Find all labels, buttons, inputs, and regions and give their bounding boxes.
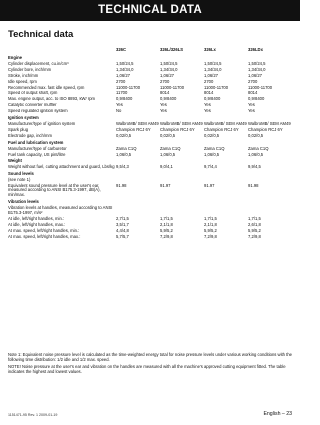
table-cell: 3,5/1,7 bbox=[116, 221, 129, 227]
table-cell: 0,02/0,5 bbox=[248, 133, 264, 138]
notes bbox=[8, 352, 292, 375]
table-cell: 1,50/24,5 bbox=[204, 60, 222, 66]
table-cell: Champion RCJ 6Y bbox=[116, 127, 151, 132]
table-header-row bbox=[8, 47, 292, 54]
table-cell: 1,34/34,0 bbox=[204, 66, 222, 72]
table-cell: 0,02/0,5 bbox=[116, 133, 132, 138]
table-cell: 1,7/1,5 bbox=[160, 215, 173, 221]
table-cell: Yes bbox=[160, 108, 167, 114]
row-label: Speed regulated ignition system bbox=[8, 108, 68, 114]
table-cell: 1,50/24,5 bbox=[248, 60, 266, 66]
row-label: Cylinder bore, inch/mm bbox=[8, 66, 52, 72]
row-label: Equivalent sound pressure level at the user's ear, measured according to ANSI B175.3-1997, dB(A), min/max. bbox=[8, 183, 101, 198]
row-label: Cylinder displacement, cu.in/cm³ bbox=[8, 60, 69, 66]
table-cell: 0,9/8400 bbox=[116, 96, 133, 102]
table-cell: 9,5/4,3 bbox=[116, 164, 129, 170]
table-cell: Yes bbox=[248, 108, 255, 114]
table-cell: 1,06/0,5 bbox=[204, 151, 220, 157]
table-cell: 8014 bbox=[204, 90, 214, 96]
table-header-cell bbox=[8, 47, 116, 54]
technical-data-table bbox=[8, 47, 292, 240]
table-cell: 1,06/27 bbox=[116, 72, 130, 78]
table-cell: No bbox=[116, 108, 122, 114]
table-cell: 0,02/0,5 bbox=[204, 133, 220, 138]
section-row bbox=[8, 54, 292, 61]
section-label: Engine bbox=[8, 54, 22, 60]
section-label: Weight bbox=[8, 158, 22, 164]
row-label: Catalytic converter muffler bbox=[8, 102, 57, 108]
table-cell: 1,06/27 bbox=[204, 72, 218, 78]
table-cell: 5,9/5,2 bbox=[160, 227, 173, 233]
table-cell: 9,7/4,4 bbox=[204, 164, 217, 170]
row-label: Manufacturer/type of ignition system bbox=[8, 121, 76, 126]
section-row bbox=[8, 170, 292, 177]
table-header-cell: 326Lx bbox=[204, 47, 216, 52]
table-cell: Yes bbox=[204, 108, 211, 114]
table-cell: 0,02/0,5 bbox=[160, 133, 176, 138]
table-cell bbox=[204, 205, 248, 216]
table-cell: 5,9/5,2 bbox=[248, 227, 261, 233]
table-cell: 2700 bbox=[160, 78, 170, 84]
table-cell: 1,06/27 bbox=[248, 72, 262, 78]
section-row bbox=[8, 139, 292, 146]
table-cell: 5,7/5,7 bbox=[116, 233, 129, 239]
table-cell: 91.98 bbox=[116, 183, 127, 188]
table-cell: 91.97 bbox=[160, 183, 171, 188]
table-cell bbox=[116, 205, 160, 216]
table-cell: 11000-11700 bbox=[116, 84, 141, 90]
row-label: At idle, left/right handles, max.: bbox=[8, 221, 66, 227]
section-row bbox=[8, 199, 292, 206]
table-header-cell: 326C bbox=[116, 47, 127, 52]
table-cell: 2700 bbox=[248, 78, 258, 84]
row-label: At idle, left/right handles, min.: bbox=[8, 215, 65, 221]
table-cell: 1,06/0,5 bbox=[116, 151, 132, 157]
table-cell: 2700 bbox=[204, 78, 214, 84]
table-header-cell: 326L/326LS bbox=[160, 47, 184, 52]
table-cell: 1,7/1,5 bbox=[204, 215, 217, 221]
table-cell: 5,9/5,2 bbox=[204, 227, 217, 233]
page-number: English – 23 bbox=[263, 411, 292, 417]
table-cell: 11000-11700 bbox=[204, 84, 229, 90]
table-cell: 1,34/34,0 bbox=[248, 66, 266, 72]
section-banner bbox=[0, 0, 300, 21]
table-cell: 0,9/8400 bbox=[248, 96, 265, 102]
table-cell: 7,2/9,8 bbox=[248, 233, 261, 239]
table-cell bbox=[160, 205, 204, 216]
table-cell: 9,9/4,5 bbox=[248, 164, 261, 170]
table-cell bbox=[248, 205, 292, 216]
section-label: Ignition system bbox=[8, 115, 39, 121]
table-cell: 2,6/1,8 bbox=[248, 221, 261, 227]
table-cell: 2,1/1,8 bbox=[204, 221, 217, 227]
document-code: 1151471-95 Rev. 1 2009-01-19 bbox=[8, 413, 58, 417]
row-label: Weight without fuel, cutting attachment and guard, Lbs/kg bbox=[8, 164, 115, 170]
section-row bbox=[8, 158, 292, 165]
table-cell: WalbroMB/ SEM AM49 bbox=[248, 121, 291, 126]
table-cell: WalbroMB/ SEM AM49 bbox=[116, 121, 159, 126]
table-cell: 11700 bbox=[116, 90, 128, 96]
table-cell: Yes bbox=[116, 102, 123, 108]
table-cell: Zama C1Q bbox=[116, 145, 137, 151]
row-label: At max. speed, left/right handles, max.: bbox=[8, 233, 81, 239]
row-label: At max. speed, left/right handles, min.: bbox=[8, 227, 80, 233]
table-cell: 1,06/0,5 bbox=[160, 151, 176, 157]
row-label: Electrode gap, inch/mm bbox=[8, 133, 52, 138]
table-header-cell: 326LDx bbox=[248, 47, 263, 52]
table-row bbox=[8, 234, 292, 240]
page-title: Technical data bbox=[8, 29, 74, 40]
table-cell: 2,1/1,8 bbox=[160, 221, 173, 227]
row-label: Idle speed, rpm bbox=[8, 78, 37, 84]
banner-title: TECHNICAL DATA bbox=[98, 4, 202, 16]
table-cell: Zama C1Q bbox=[160, 145, 181, 151]
table-row bbox=[8, 183, 292, 199]
table-cell: Yes bbox=[160, 102, 167, 108]
table-cell: 4,4/4,8 bbox=[116, 227, 129, 233]
row-label: (see note 1) bbox=[8, 177, 31, 182]
table-cell: 2700 bbox=[116, 78, 126, 84]
row-label: Stroke, inch/mm bbox=[8, 72, 39, 78]
table-cell: 0,9/8400 bbox=[160, 96, 177, 102]
table-cell: 8014 bbox=[248, 90, 258, 96]
table-cell: Champion RCJ 6Y bbox=[204, 127, 239, 132]
table-cell: 1,34/34,0 bbox=[116, 66, 134, 72]
table-cell: 1,7/1,5 bbox=[248, 215, 261, 221]
table-cell: 1,06/0,5 bbox=[248, 151, 264, 157]
row-label: Spark plug bbox=[8, 127, 29, 132]
table-cell: 11000-11700 bbox=[248, 84, 273, 90]
section-row bbox=[8, 115, 292, 122]
table-cell: 1,06/27 bbox=[160, 72, 174, 78]
section-label: Vibration levels bbox=[8, 198, 39, 204]
table-cell: 0,9/8400 bbox=[204, 96, 221, 102]
table-cell: WalbroMB/ SEM AM49 bbox=[160, 121, 203, 126]
table-cell: 7,2/9,8 bbox=[204, 233, 217, 239]
row-label: Fuel tank capacity, US pint/litre bbox=[8, 151, 66, 157]
table-cell: Yes bbox=[248, 102, 255, 108]
note-1: Note 1: Equivalent noise pressure level is calculated as the time-weighted energy total for noise pressure levels under various working conditions with the following time distribution: 1/2 idle and 1/2 max. speed. bbox=[8, 352, 292, 362]
table-cell: 8014 bbox=[160, 90, 170, 96]
table-cell: Champion RCJ 6Y bbox=[248, 127, 283, 132]
section-label: Fuel and lubrication system bbox=[8, 139, 64, 145]
row-label: Vibration levels at handles, measured according to ANSI B175.3-1997, m/s² bbox=[8, 205, 113, 215]
table-cell: Yes bbox=[204, 102, 211, 108]
table-cell: Zama C1Q bbox=[204, 145, 225, 151]
table-cell: 1,50/24,5 bbox=[160, 60, 178, 66]
row-label: Speed of output shaft, rpm bbox=[8, 90, 58, 96]
table-cell: 1,50/24,5 bbox=[116, 60, 134, 66]
table-cell: 2,7/1,5 bbox=[116, 215, 129, 221]
table-cell: Zama C1Q bbox=[248, 145, 269, 151]
table-cell: 91.98 bbox=[248, 183, 259, 188]
section-label: Sound levels bbox=[8, 170, 34, 176]
table-cell: 1,34/34,0 bbox=[160, 66, 178, 72]
table-row bbox=[8, 205, 292, 216]
table-cell: 91.97 bbox=[204, 183, 215, 188]
row-label: Recommended max. fast idle speed, rpm bbox=[8, 84, 85, 90]
note-2: NOTE! Noise pressure at the user's ear and vibration on the handles are measured with all the machine's approved cutting equipment fitted. The table indicates the highest and lowest values. bbox=[8, 363, 286, 374]
row-label: Max. engine output, acc. to ISO 8893, kW/ rpm bbox=[8, 96, 96, 102]
table-cell: 9,0/4,1 bbox=[160, 164, 173, 170]
table-cell: 11000-11700 bbox=[160, 84, 185, 90]
table-body bbox=[8, 54, 292, 240]
table-cell: Champion RCJ 6Y bbox=[160, 127, 195, 132]
table-cell: 7,2/9,8 bbox=[160, 233, 173, 239]
table-cell: WalbroMB/ SEM AM49 bbox=[204, 121, 247, 126]
row-label: Manufacturer/type of carburetor bbox=[8, 145, 67, 151]
